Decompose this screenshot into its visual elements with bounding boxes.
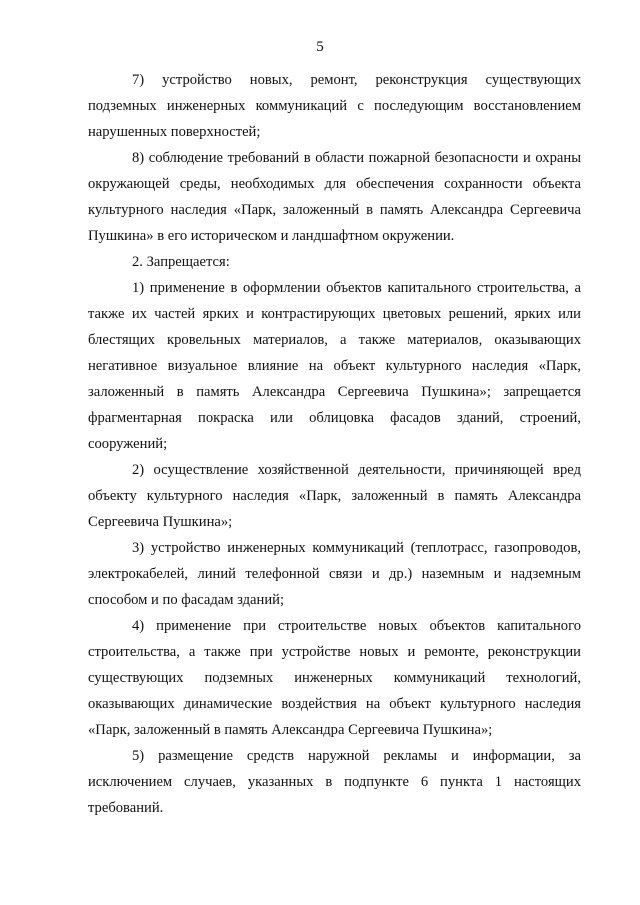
paragraph-item-8: 8) соблюдение требований в области пожарной безопасности и охраны окружающей среды, необходимых для обеспечения сохранности объекта культурного наследия «Парк, заложенный в память Александра Сергеевича Пушкина» в его историческом и ландшафтном окружении. [88, 150, 581, 244]
page-number: 5 [316, 39, 324, 55]
paragraph-prohibited-5: 5) размещение средств наружной рекламы и информации, за исключением случаев, указанных в подпункте 6 пункта 1 настоящих требований. [88, 748, 581, 816]
paragraph-item-7: 7) устройство новых, ремонт, реконструкция существующих подземных инженерных коммуникаций с последующим восстановлением нарушенных поверхностей; [88, 72, 581, 140]
paragraph-prohibited-2: 2) осуществление хозяйственной деятельности, причиняющей вред объекту культурного наследия «Парк, заложенный в память Александра Сергеевича Пушкина»; [88, 462, 581, 530]
paragraph-prohibited-3: 3) устройство инженерных коммуникаций (теплотрасс, газопроводов, электрокабелей, линий телефонной связи и др.) наземным и надземным способом и по фасадам зданий; [88, 540, 581, 608]
paragraph-prohibited-4: 4) применение при строительстве новых объектов капитального строительства, а также при устройстве новых и ремонте, реконструкции существующих подземных инженерных коммуникаций технологий, оказывающих динамические воздействия на объект культурного наследия «Парк, заложенный в память Александра Сергеевича Пушкина»; [88, 618, 581, 738]
paragraph-prohibited-1: 1) применение в оформлении объектов капитального строительства, а также их частей ярких и контрастирующих цветовых решений, ярких или блестящих кровельных материалов, а также материалов, оказывающих негативное визуальное влияние на объект культурного наследия «Парк, заложенный в память Александра Сергеевича Пушкина»; запрещается фрагментарная покраска или облицовка фасадов зданий, строений, сооружений; [88, 280, 581, 452]
document-body [88, 67, 581, 821]
section-heading-prohibited: 2. Запрещается: [132, 254, 230, 270]
